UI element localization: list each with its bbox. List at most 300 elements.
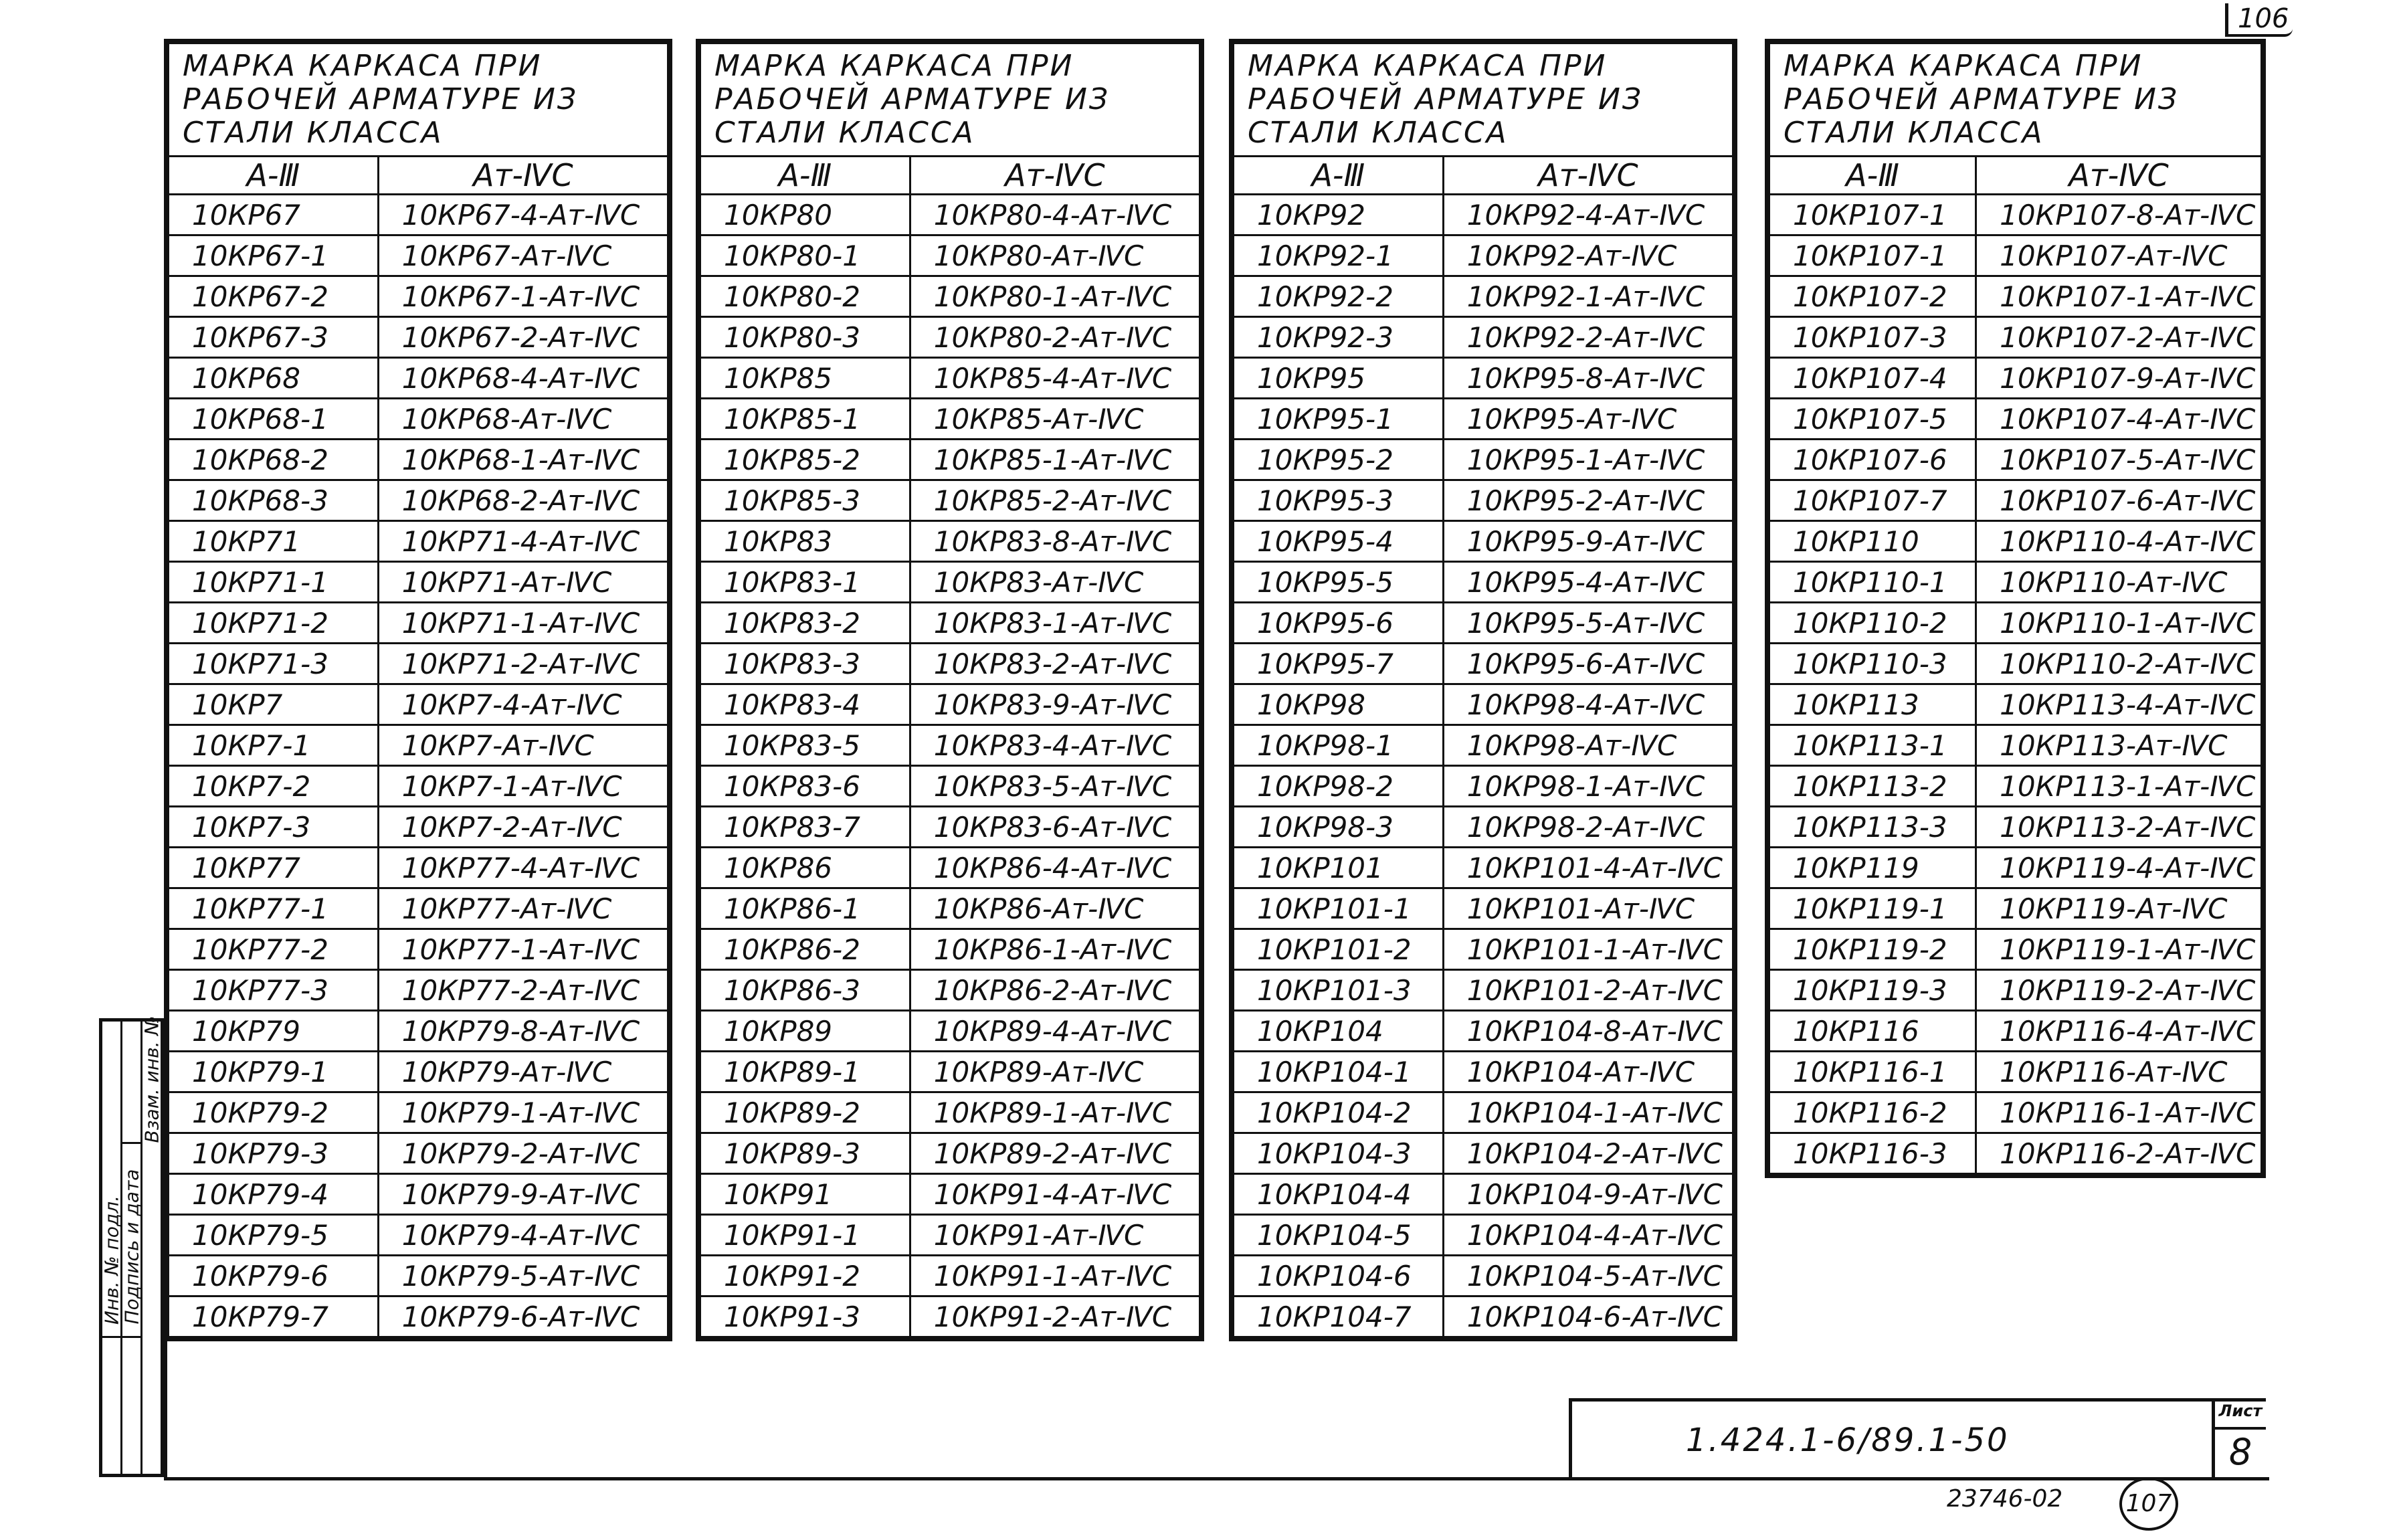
table-row bbox=[700, 195, 1200, 235]
table-row bbox=[169, 317, 668, 358]
table-row bbox=[1234, 1011, 1733, 1052]
mark-a3-cell: 10КР85-1 bbox=[700, 399, 910, 440]
mark-a3-cell: 10КР95-3 bbox=[1234, 480, 1444, 521]
mark-a3-cell: 10КР98-2 bbox=[1234, 766, 1444, 807]
mark-at4c-cell: 10КР116-Ат-ⅣС bbox=[1976, 1052, 2262, 1092]
mark-a3-cell: 10КР116 bbox=[1769, 1011, 1976, 1052]
table-row bbox=[1769, 235, 2262, 276]
table-row bbox=[1769, 1011, 2262, 1052]
table-row bbox=[1769, 562, 2262, 603]
sheet-number: 8 bbox=[2228, 1431, 2252, 1473]
mark-a3-cell: 10КР77-1 bbox=[169, 888, 379, 929]
mark-a3-cell: 10КР85 bbox=[700, 358, 910, 399]
mark-at4c-cell: 10КР67-2-Ат-ⅣС bbox=[378, 317, 668, 358]
table-row bbox=[700, 1133, 1200, 1174]
table-row bbox=[1234, 521, 1733, 562]
mark-at4c-cell: 10КР67-1-Ат-ⅣС bbox=[378, 276, 668, 317]
table-row bbox=[169, 725, 668, 766]
sheet-number-box bbox=[2212, 1402, 2266, 1477]
mark-at4c-cell: 10КР85-1-Ат-ⅣС bbox=[910, 440, 1199, 480]
table-row bbox=[1234, 848, 1733, 888]
mark-at4c-cell: 10КР80-Ат-ⅣС bbox=[910, 235, 1199, 276]
mark-at4c-cell: 10КР110-2-Ат-ⅣС bbox=[1976, 644, 2262, 684]
mark-a3-cell: 10КР89-1 bbox=[700, 1052, 910, 1092]
table-row bbox=[700, 929, 1200, 970]
mark-a3-cell: 10КР104-3 bbox=[1234, 1133, 1444, 1174]
mark-a3-cell: 10КР67-3 bbox=[169, 317, 379, 358]
table-row bbox=[700, 644, 1200, 684]
mark-a3-cell: 10КР110-3 bbox=[1769, 644, 1976, 684]
mark-a3-cell: 10КР113 bbox=[1769, 684, 1976, 725]
page-number-circle: 107 bbox=[2119, 1477, 2178, 1531]
mark-a3-cell: 10КР113-1 bbox=[1769, 725, 1976, 766]
table-row bbox=[1234, 1296, 1733, 1337]
mark-a3-cell: 10КР107-3 bbox=[1769, 317, 1976, 358]
side-stamp-strip bbox=[99, 1018, 164, 1477]
mark-at4c-cell: 10КР101-2-Ат-ⅣС bbox=[1443, 970, 1733, 1011]
mark-a3-cell: 10КР119 bbox=[1769, 848, 1976, 888]
side-strip-col bbox=[140, 1016, 163, 1474]
mark-at4c-cell: 10КР95-5-Ат-ⅣС bbox=[1443, 603, 1733, 644]
frame-mark-table-1 bbox=[164, 39, 672, 1341]
mark-a3-cell: 10КР71-1 bbox=[169, 562, 379, 603]
side-label-signature: Подпись и дата bbox=[120, 1169, 142, 1325]
mark-a3-cell: 10КР101 bbox=[1234, 848, 1444, 888]
mark-a3-cell: 10КР86-3 bbox=[700, 970, 910, 1011]
mark-a3-cell: 10КР107-7 bbox=[1769, 480, 1976, 521]
mark-a3-cell: 10КР91-2 bbox=[700, 1256, 910, 1296]
mark-at4c-cell: 10КР95-9-Ат-ⅣС bbox=[1443, 521, 1733, 562]
mark-at4c-cell: 10КР110-Ат-ⅣС bbox=[1976, 562, 2262, 603]
mark-at4c-cell: 10КР113-2-Ат-ⅣС bbox=[1976, 807, 2262, 848]
table-row bbox=[700, 562, 1200, 603]
table-row bbox=[169, 684, 668, 725]
table-row bbox=[700, 1256, 1200, 1296]
mark-a3-cell: 10КР98-3 bbox=[1234, 807, 1444, 848]
mark-a3-cell: 10КР79-2 bbox=[169, 1092, 379, 1133]
mark-a3-cell: 10КР98 bbox=[1234, 684, 1444, 725]
table-row bbox=[700, 766, 1200, 807]
mark-a3-cell: 10КР92-1 bbox=[1234, 235, 1444, 276]
mark-a3-cell: 10КР104-7 bbox=[1234, 1296, 1444, 1337]
mark-a3-cell: 10КР116-1 bbox=[1769, 1052, 1976, 1092]
mark-a3-cell: 10КР68-1 bbox=[169, 399, 379, 440]
table-row bbox=[1234, 440, 1733, 480]
mark-a3-cell: 10КР86 bbox=[700, 848, 910, 888]
table-row bbox=[1769, 317, 2262, 358]
side-label-registry: Инв. № подл. bbox=[100, 1195, 122, 1325]
table-row bbox=[169, 1256, 668, 1296]
table-row bbox=[700, 358, 1200, 399]
mark-at4c-cell: 10КР116-2-Ат-ⅣС bbox=[1976, 1133, 2262, 1174]
mark-at4c-cell: 10КР92-Ат-ⅣС bbox=[1443, 235, 1733, 276]
mark-at4c-cell: 10КР85-2-Ат-ⅣС bbox=[910, 480, 1199, 521]
mark-at4c-cell: 10КР107-1-Ат-ⅣС bbox=[1976, 276, 2262, 317]
table-row bbox=[1769, 603, 2262, 644]
mark-a3-cell: 10КР67 bbox=[169, 195, 379, 235]
table-row bbox=[1234, 807, 1733, 848]
mark-at4c-cell: 10КР71-1-Ат-ⅣС bbox=[378, 603, 668, 644]
mark-at4c-cell: 10КР101-Ат-ⅣС bbox=[1443, 888, 1733, 929]
mark-a3-cell: 10КР71 bbox=[169, 521, 379, 562]
mark-at4c-cell: 10КР107-5-Ат-ⅣС bbox=[1976, 440, 2262, 480]
mark-a3-cell: 10КР79-3 bbox=[169, 1133, 379, 1174]
mark-a3-cell: 10КР80-1 bbox=[700, 235, 910, 276]
table-row bbox=[1234, 603, 1733, 644]
table-row bbox=[1234, 399, 1733, 440]
table-row bbox=[1234, 970, 1733, 1011]
mark-a3-cell: 10КР101-3 bbox=[1234, 970, 1444, 1011]
mark-a3-cell: 10КР95-5 bbox=[1234, 562, 1444, 603]
table-row bbox=[700, 235, 1200, 276]
table-row bbox=[1234, 317, 1733, 358]
mark-a3-cell: 10КР116-2 bbox=[1769, 1092, 1976, 1133]
table-row bbox=[169, 235, 668, 276]
mark-a3-cell: 10КР104-1 bbox=[1234, 1052, 1444, 1092]
mark-at4c-cell: 10КР91-1-Ат-ⅣС bbox=[910, 1256, 1199, 1296]
table-row bbox=[1769, 521, 2262, 562]
table-row bbox=[169, 440, 668, 480]
table-row bbox=[169, 603, 668, 644]
mark-a3-cell: 10КР95-7 bbox=[1234, 644, 1444, 684]
column-header-col1: А-Ⅲ bbox=[169, 157, 379, 195]
mark-at4c-cell: 10КР86-2-Ат-ⅣС bbox=[910, 970, 1199, 1011]
mark-at4c-cell: 10КР104-Ат-ⅣС bbox=[1443, 1052, 1733, 1092]
table-row bbox=[169, 970, 668, 1011]
column-header-col2: Ат-ⅣС bbox=[1976, 157, 2262, 195]
mark-a3-cell: 10КР91-1 bbox=[700, 1215, 910, 1256]
mark-at4c-cell: 10КР85-Ат-ⅣС bbox=[910, 399, 1199, 440]
mark-at4c-cell: 10КР7-Ат-ⅣС bbox=[378, 725, 668, 766]
mark-at4c-cell: 10КР77-4-Ат-ⅣС bbox=[378, 848, 668, 888]
mark-at4c-cell: 10КР107-8-Ат-ⅣС bbox=[1976, 195, 2262, 235]
table-row bbox=[1234, 480, 1733, 521]
mark-at4c-cell: 10КР77-Ат-ⅣС bbox=[378, 888, 668, 929]
table-row bbox=[169, 929, 668, 970]
mark-at4c-cell: 10КР116-1-Ат-ⅣС bbox=[1976, 1092, 2262, 1133]
table-row bbox=[1234, 684, 1733, 725]
table-row bbox=[1769, 480, 2262, 521]
table-row bbox=[1769, 399, 2262, 440]
mark-at4c-cell: 10КР107-2-Ат-ⅣС bbox=[1976, 317, 2262, 358]
table-row bbox=[700, 521, 1200, 562]
table-row bbox=[169, 848, 668, 888]
mark-at4c-cell: 10КР79-6-Ат-ⅣС bbox=[378, 1296, 668, 1337]
table-row bbox=[169, 276, 668, 317]
mark-a3-cell: 10КР98-1 bbox=[1234, 725, 1444, 766]
mark-at4c-cell: 10КР68-1-Ат-ⅣС bbox=[378, 440, 668, 480]
mark-at4c-cell: 10КР119-4-Ат-ⅣС bbox=[1976, 848, 2262, 888]
mark-a3-cell: 10КР86-2 bbox=[700, 929, 910, 970]
mark-at4c-cell: 10КР113-1-Ат-ⅣС bbox=[1976, 766, 2262, 807]
table-row bbox=[1769, 276, 2262, 317]
mark-at4c-cell: 10КР79-5-Ат-ⅣС bbox=[378, 1256, 668, 1296]
mark-table bbox=[167, 42, 669, 1338]
table-row bbox=[169, 521, 668, 562]
column-header-col2: Ат-ⅣС bbox=[910, 157, 1199, 195]
mark-at4c-cell: 10КР110-1-Ат-ⅣС bbox=[1976, 603, 2262, 644]
mark-at4c-cell: 10КР95-2-Ат-ⅣС bbox=[1443, 480, 1733, 521]
side-strip-col bbox=[122, 1022, 142, 1474]
mark-at4c-cell: 10КР86-4-Ат-ⅣС bbox=[910, 848, 1199, 888]
mark-at4c-cell: 10КР119-2-Ат-ⅣС bbox=[1976, 970, 2262, 1011]
mark-at4c-cell: 10КР71-4-Ат-ⅣС bbox=[378, 521, 668, 562]
table-row bbox=[169, 766, 668, 807]
table-row bbox=[169, 1052, 668, 1092]
table-row bbox=[1234, 1092, 1733, 1133]
mark-a3-cell: 10КР119-3 bbox=[1769, 970, 1976, 1011]
mark-a3-cell: 10КР85-2 bbox=[700, 440, 910, 480]
mark-a3-cell: 10КР83-4 bbox=[700, 684, 910, 725]
mark-at4c-cell: 10КР79-4-Ат-ⅣС bbox=[378, 1215, 668, 1256]
mark-a3-cell: 10КР95 bbox=[1234, 358, 1444, 399]
mark-a3-cell: 10КР89 bbox=[700, 1011, 910, 1052]
mark-at4c-cell: 10КР83-8-Ат-ⅣС bbox=[910, 521, 1199, 562]
table-row bbox=[700, 440, 1200, 480]
mark-at4c-cell: 10КР80-2-Ат-ⅣС bbox=[910, 317, 1199, 358]
mark-at4c-cell: 10КР92-2-Ат-ⅣС bbox=[1443, 317, 1733, 358]
table-row bbox=[1234, 562, 1733, 603]
mark-at4c-cell: 10КР107-9-Ат-ⅣС bbox=[1976, 358, 2262, 399]
table-row bbox=[700, 807, 1200, 848]
mark-at4c-cell: 10КР95-1-Ат-ⅣС bbox=[1443, 440, 1733, 480]
table-row bbox=[1234, 235, 1733, 276]
mark-at4c-cell: 10КР91-4-Ат-ⅣС bbox=[910, 1174, 1199, 1215]
mark-a3-cell: 10КР83-2 bbox=[700, 603, 910, 644]
mark-at4c-cell: 10КР116-4-Ат-ⅣС bbox=[1976, 1011, 2262, 1052]
table-row bbox=[169, 195, 668, 235]
mark-a3-cell: 10КР104-4 bbox=[1234, 1174, 1444, 1215]
mark-a3-cell: 10КР83-5 bbox=[700, 725, 910, 766]
table-row bbox=[1234, 929, 1733, 970]
mark-at4c-cell: 10КР107-4-Ат-ⅣС bbox=[1976, 399, 2262, 440]
mark-a3-cell: 10КР77-3 bbox=[169, 970, 379, 1011]
mark-a3-cell: 10КР119-2 bbox=[1769, 929, 1976, 970]
mark-a3-cell: 10КР67-1 bbox=[169, 235, 379, 276]
mark-at4c-cell: 10КР104-9-Ат-ⅣС bbox=[1443, 1174, 1733, 1215]
table-row bbox=[169, 1092, 668, 1133]
table-row bbox=[1769, 440, 2262, 480]
table-row bbox=[700, 848, 1200, 888]
mark-at4c-cell: 10КР67-4-Ат-ⅣС bbox=[378, 195, 668, 235]
mark-a3-cell: 10КР104 bbox=[1234, 1011, 1444, 1052]
mark-at4c-cell: 10КР80-4-Ат-ⅣС bbox=[910, 195, 1199, 235]
mark-at4c-cell: 10КР68-Ат-ⅣС bbox=[378, 399, 668, 440]
column-header-col1: А-Ⅲ bbox=[700, 157, 910, 195]
mark-a3-cell: 10КР7-2 bbox=[169, 766, 379, 807]
table-row bbox=[700, 276, 1200, 317]
title-block bbox=[1569, 1398, 2266, 1477]
mark-a3-cell: 10КР107-4 bbox=[1769, 358, 1976, 399]
mark-at4c-cell: 10КР101-4-Ат-ⅣС bbox=[1443, 848, 1733, 888]
mark-at4c-cell: 10КР91-Ат-ⅣС bbox=[910, 1215, 1199, 1256]
mark-a3-cell: 10КР95-1 bbox=[1234, 399, 1444, 440]
mark-at4c-cell: 10КР89-4-Ат-ⅣС bbox=[910, 1011, 1199, 1052]
column-header-col1: А-Ⅲ bbox=[1769, 157, 1976, 195]
mark-a3-cell: 10КР7 bbox=[169, 684, 379, 725]
mark-a3-cell: 10КР89-3 bbox=[700, 1133, 910, 1174]
mark-at4c-cell: 10КР71-2-Ат-ⅣС bbox=[378, 644, 668, 684]
table-header-title: МАРКА КАРКАСА ПРИ РАБОЧЕЙ АРМАТУРЕ ИЗ СТАЛИ КЛАССА bbox=[1234, 43, 1733, 157]
table-row bbox=[1234, 195, 1733, 235]
table-row bbox=[1769, 848, 2262, 888]
mark-a3-cell: 10КР101-2 bbox=[1234, 929, 1444, 970]
table-row bbox=[169, 888, 668, 929]
mark-a3-cell: 10КР104-6 bbox=[1234, 1256, 1444, 1296]
mark-at4c-cell: 10КР83-9-Ат-ⅣС bbox=[910, 684, 1199, 725]
table-row bbox=[1769, 1092, 2262, 1133]
mark-at4c-cell: 10КР79-2-Ат-ⅣС bbox=[378, 1133, 668, 1174]
mark-a3-cell: 10КР83-7 bbox=[700, 807, 910, 848]
mark-a3-cell: 10КР95-2 bbox=[1234, 440, 1444, 480]
table-row bbox=[169, 358, 668, 399]
mark-at4c-cell: 10КР95-Ат-ⅣС bbox=[1443, 399, 1733, 440]
table-row bbox=[700, 480, 1200, 521]
mark-at4c-cell: 10КР104-4-Ат-ⅣС bbox=[1443, 1215, 1733, 1256]
table-row bbox=[169, 1215, 668, 1256]
mark-a3-cell: 10КР91-3 bbox=[700, 1296, 910, 1337]
mark-at4c-cell: 10КР79-9-Ат-ⅣС bbox=[378, 1174, 668, 1215]
mark-a3-cell: 10КР110 bbox=[1769, 521, 1976, 562]
side-strip-divider bbox=[122, 1142, 140, 1144]
mark-a3-cell: 10КР107-1 bbox=[1769, 235, 1976, 276]
table-row bbox=[700, 317, 1200, 358]
mark-at4c-cell: 10КР95-4-Ат-ⅣС bbox=[1443, 562, 1733, 603]
table-row bbox=[1769, 807, 2262, 848]
mark-at4c-cell: 10КР77-2-Ат-ⅣС bbox=[378, 970, 668, 1011]
table-row bbox=[700, 1174, 1200, 1215]
mark-at4c-cell: 10КР104-1-Ат-ⅣС bbox=[1443, 1092, 1733, 1133]
mark-at4c-cell: 10КР107-Ат-ⅣС bbox=[1976, 235, 2262, 276]
mark-at4c-cell: 10КР79-1-Ат-ⅣС bbox=[378, 1092, 668, 1133]
table-row bbox=[1769, 358, 2262, 399]
mark-a3-cell: 10КР110-1 bbox=[1769, 562, 1976, 603]
mark-a3-cell: 10КР86-1 bbox=[700, 888, 910, 929]
archive-code: 23746-02 bbox=[1947, 1485, 2063, 1513]
mark-at4c-cell: 10КР110-4-Ат-ⅣС bbox=[1976, 521, 2262, 562]
table-row bbox=[1769, 195, 2262, 235]
mark-a3-cell: 10КР113-2 bbox=[1769, 766, 1976, 807]
mark-at4c-cell: 10КР86-Ат-ⅣС bbox=[910, 888, 1199, 929]
table-row bbox=[1769, 888, 2262, 929]
table-row bbox=[169, 1296, 668, 1337]
mark-a3-cell: 10КР119-1 bbox=[1769, 888, 1976, 929]
mark-a3-cell: 10КР92-2 bbox=[1234, 276, 1444, 317]
mark-at4c-cell: 10КР119-Ат-ⅣС bbox=[1976, 888, 2262, 929]
mark-at4c-cell: 10КР79-Ат-ⅣС bbox=[378, 1052, 668, 1092]
table-row bbox=[169, 1174, 668, 1215]
side-label-replaced: Взам. инв. № bbox=[140, 1016, 163, 1143]
table-row bbox=[700, 970, 1200, 1011]
sheet-id: 106 bbox=[2225, 3, 2293, 37]
table-row bbox=[1234, 725, 1733, 766]
mark-a3-cell: 10КР80-2 bbox=[700, 276, 910, 317]
mark-a3-cell: 10КР7-1 bbox=[169, 725, 379, 766]
mark-a3-cell: 10КР83-6 bbox=[700, 766, 910, 807]
mark-a3-cell: 10КР80 bbox=[700, 195, 910, 235]
table-row bbox=[700, 1296, 1200, 1337]
table-row bbox=[700, 888, 1200, 929]
table-row bbox=[1234, 1133, 1733, 1174]
mark-a3-cell: 10КР79 bbox=[169, 1011, 379, 1052]
table-row bbox=[700, 725, 1200, 766]
mark-at4c-cell: 10КР98-Ат-ⅣС bbox=[1443, 725, 1733, 766]
mark-at4c-cell: 10КР67-Ат-ⅣС bbox=[378, 235, 668, 276]
mark-at4c-cell: 10КР79-8-Ат-ⅣС bbox=[378, 1011, 668, 1052]
mark-at4c-cell: 10КР95-8-Ат-ⅣС bbox=[1443, 358, 1733, 399]
mark-a3-cell: 10КР71-3 bbox=[169, 644, 379, 684]
mark-at4c-cell: 10КР113-4-Ат-ⅣС bbox=[1976, 684, 2262, 725]
mark-at4c-cell: 10КР80-1-Ат-ⅣС bbox=[910, 276, 1199, 317]
mark-at4c-cell: 10КР92-4-Ат-ⅣС bbox=[1443, 195, 1733, 235]
mark-a3-cell: 10КР79-5 bbox=[169, 1215, 379, 1256]
table-row bbox=[700, 1052, 1200, 1092]
table-row bbox=[1769, 766, 2262, 807]
mark-table bbox=[699, 42, 1201, 1338]
table-header-title: МАРКА КАРКАСА ПРИ РАБОЧЕЙ АРМАТУРЕ ИЗ СТАЛИ КЛАССА bbox=[1769, 43, 2262, 157]
mark-at4c-cell: 10КР68-2-Ат-ⅣС bbox=[378, 480, 668, 521]
mark-a3-cell: 10КР113-3 bbox=[1769, 807, 1976, 848]
table-row bbox=[169, 480, 668, 521]
mark-a3-cell: 10КР110-2 bbox=[1769, 603, 1976, 644]
mark-a3-cell: 10КР83 bbox=[700, 521, 910, 562]
table-row bbox=[1769, 725, 2262, 766]
mark-a3-cell: 10КР91 bbox=[700, 1174, 910, 1215]
mark-a3-cell: 10КР107-5 bbox=[1769, 399, 1976, 440]
mark-at4c-cell: 10КР77-1-Ат-ⅣС bbox=[378, 929, 668, 970]
mark-a3-cell: 10КР71-2 bbox=[169, 603, 379, 644]
mark-at4c-cell: 10КР95-6-Ат-ⅣС bbox=[1443, 644, 1733, 684]
table-header-title: МАРКА КАРКАСА ПРИ РАБОЧЕЙ АРМАТУРЕ ИЗ СТАЛИ КЛАССА bbox=[169, 43, 668, 157]
mark-a3-cell: 10КР77-2 bbox=[169, 929, 379, 970]
frame-mark-table-4 bbox=[1765, 39, 2266, 1178]
mark-at4c-cell: 10КР89-1-Ат-ⅣС bbox=[910, 1092, 1199, 1133]
mark-at4c-cell: 10КР7-4-Ат-ⅣС bbox=[378, 684, 668, 725]
mark-a3-cell: 10КР116-3 bbox=[1769, 1133, 1976, 1174]
mark-at4c-cell: 10КР119-1-Ат-ⅣС bbox=[1976, 929, 2262, 970]
mark-a3-cell: 10КР77 bbox=[169, 848, 379, 888]
mark-table bbox=[1232, 42, 1734, 1338]
mark-a3-cell: 10КР7-3 bbox=[169, 807, 379, 848]
mark-at4c-cell: 10КР7-1-Ат-ⅣС bbox=[378, 766, 668, 807]
mark-at4c-cell: 10КР83-Ат-ⅣС bbox=[910, 562, 1199, 603]
mark-at4c-cell: 10КР71-Ат-ⅣС bbox=[378, 562, 668, 603]
mark-a3-cell: 10КР83-1 bbox=[700, 562, 910, 603]
table-row bbox=[1234, 276, 1733, 317]
mark-at4c-cell: 10КР85-4-Ат-ⅣС bbox=[910, 358, 1199, 399]
mark-at4c-cell: 10КР98-2-Ат-ⅣС bbox=[1443, 807, 1733, 848]
sheet-label: Лист bbox=[2215, 1402, 2266, 1430]
mark-a3-cell: 10КР79-4 bbox=[169, 1174, 379, 1215]
mark-at4c-cell: 10КР101-1-Ат-ⅣС bbox=[1443, 929, 1733, 970]
mark-at4c-cell: 10КР104-6-Ат-ⅣС bbox=[1443, 1296, 1733, 1337]
mark-at4c-cell: 10КР83-5-Ат-ⅣС bbox=[910, 766, 1199, 807]
mark-at4c-cell: 10КР86-1-Ат-ⅣС bbox=[910, 929, 1199, 970]
mark-a3-cell: 10КР68-3 bbox=[169, 480, 379, 521]
mark-a3-cell: 10КР107-1 bbox=[1769, 195, 1976, 235]
table-row bbox=[700, 1011, 1200, 1052]
table-row bbox=[169, 807, 668, 848]
table-row bbox=[1234, 888, 1733, 929]
mark-a3-cell: 10КР68-2 bbox=[169, 440, 379, 480]
table-row bbox=[169, 644, 668, 684]
mark-at4c-cell: 10КР83-2-Ат-ⅣС bbox=[910, 644, 1199, 684]
mark-at4c-cell: 10КР92-1-Ат-ⅣС bbox=[1443, 276, 1733, 317]
table-row bbox=[1769, 644, 2262, 684]
column-header-col2: Ат-ⅣС bbox=[1443, 157, 1733, 195]
mark-at4c-cell: 10КР98-1-Ат-ⅣС bbox=[1443, 766, 1733, 807]
table-row bbox=[700, 1215, 1200, 1256]
